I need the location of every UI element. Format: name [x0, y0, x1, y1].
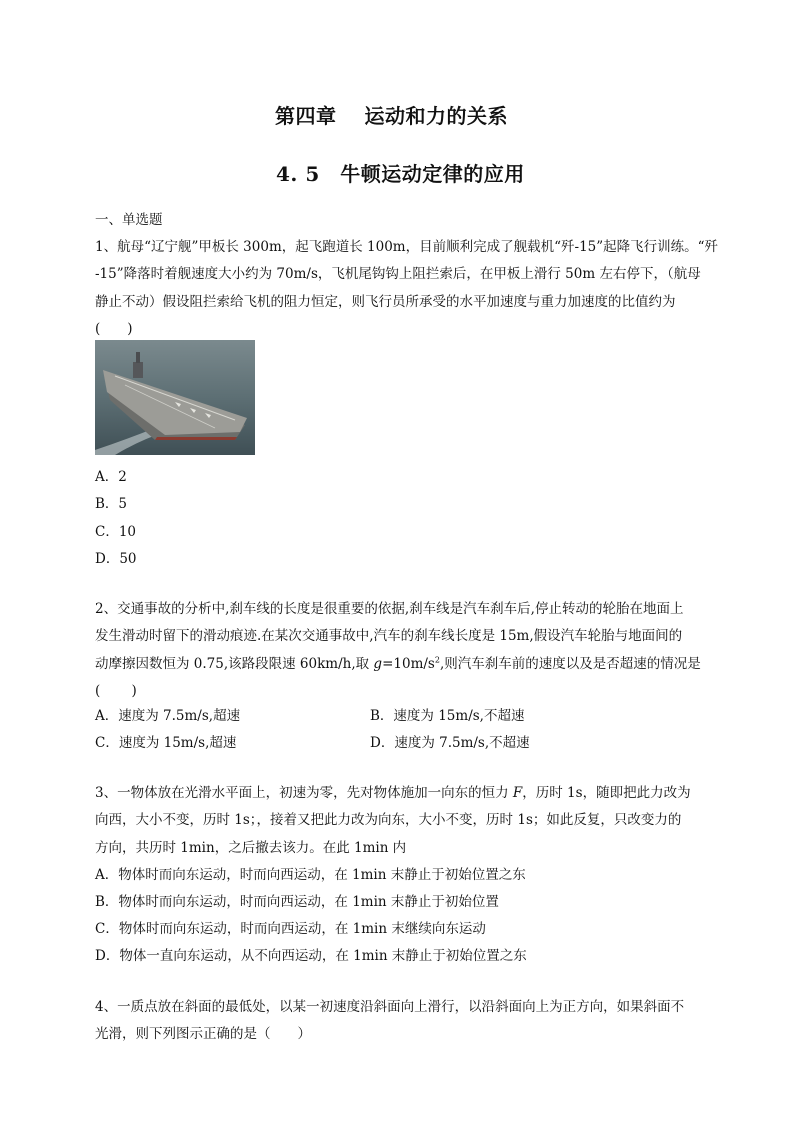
q2-line-3: 动摩擦因数恒为 0.75,该路段限速 60km/h,取 $g=10m/s^2$,则汽车刹车前的速度以及是否超速的情况是	[95, 655, 701, 672]
q2-option-a: A．速度为 7.5m/s,超速	[95, 708, 241, 724]
q1-option-b: B．5	[95, 496, 128, 512]
q3-option-a: A．物体时而向东运动，时而向西运动，在 1min 末静止于初始位置之东	[95, 867, 526, 883]
aircraft-carrier-photo	[95, 340, 255, 455]
chapter-title: 第四章 运动和力的关系	[275, 104, 508, 128]
q3-option-c: C．物体时而向东运动，时而向西运动，在 1min 末继续向东运动	[95, 921, 486, 937]
q1-line-1: 1、航母“辽宁舰”甲板长 300m，起飞跑道长 100m，目前顺利完成了舰载机“歼-15”起降飞行训练。“歼	[95, 239, 719, 255]
q1-option-a: A．2	[95, 469, 127, 485]
q1-option-c: C．10	[95, 524, 137, 540]
q3-line-1: 3、一物体放在光滑水平面上，初速为零，先对物体施加一向东的恒力 F，历时 1s，随即把此力改为	[95, 785, 691, 801]
q1-line-2: -15”降落时着舰速度大小约为 70m/s，飞机尾钩钩上阻拦索后，在甲板上滑行 50m 左右停下，（航母	[95, 266, 701, 282]
q1-option-d: D．50	[95, 551, 137, 567]
aircraft-carrier-illustration	[95, 340, 255, 455]
q3-line-3: 方向，共历时 1min，之后撤去该力。在此 1min 内	[95, 840, 407, 856]
section-title: 4. 5 牛顿运动定律的应用	[276, 162, 525, 186]
q4-line-1: 4、一质点放在斜面的最低处，以某一初速度沿斜面向上滑行，以沿斜面向上为正方向，如果斜面不	[95, 999, 685, 1015]
q4-line-2: 光滑，则下列图示正确的是（ ）	[95, 1026, 311, 1042]
q2-line-1: 2、交通事故的分析中,刹车线的长度是很重要的依据,刹车线是汽车刹车后,停止转动的轮胎在地面上	[95, 601, 684, 617]
q3-option-d: D．物体一直向东运动，从不向西运动，在 1min 末静止于初始位置之东	[95, 948, 527, 964]
q2-option-d: D．速度为 7.5m/s,不超速	[370, 735, 530, 751]
q3-option-b: B．物体时而向东运动，时而向西运动，在 1min 末静止于初始位置	[95, 894, 499, 910]
q1-line-4: ( )	[95, 321, 133, 337]
section-heading: 一、单选题	[95, 212, 163, 228]
q2-option-b: B．速度为 15m/s,不超速	[370, 708, 525, 724]
q2-option-c: C．速度为 15m/s,超速	[95, 735, 237, 751]
q1-line-3: 静止不动）假设阻拦索给飞机的阻力恒定，则飞行员所承受的水平加速度与重力加速度的比值约为	[95, 294, 676, 310]
q2-line-4: ( )	[95, 683, 137, 699]
q2-line-2: 发生滑动时留下的滑动痕迹.在某次交通事故中,汽车的刹车线长度是 15m,假设汽车轮胎与地面间的	[95, 628, 683, 644]
q3-line-2: 向西，大小不变，历时 1s；，接着又把此力改为向东，大小不变，历时 1s；如此反复，只改变力的	[95, 812, 682, 828]
